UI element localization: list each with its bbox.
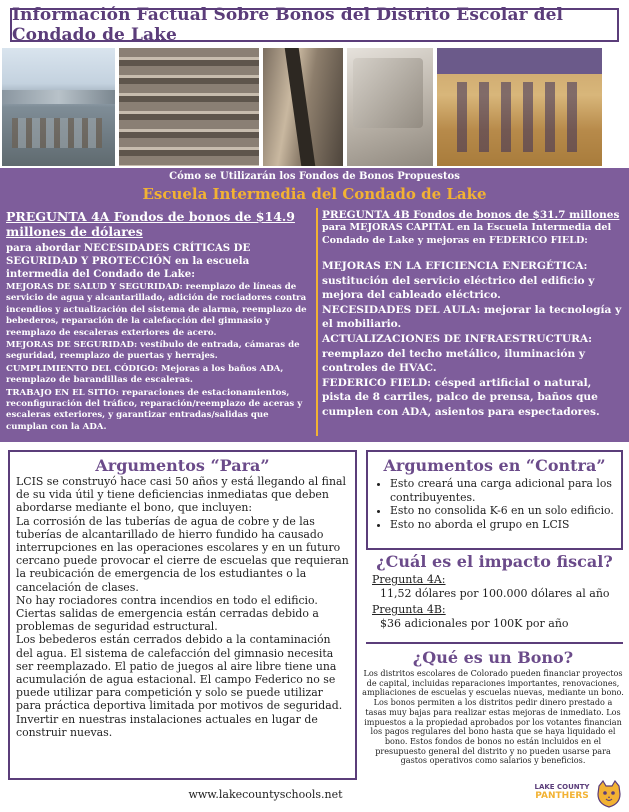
- column-divider: [316, 208, 318, 436]
- photo-gym-students: [437, 48, 602, 166]
- list-item: • Esto creará una carga adicional para los contribuyentes.: [390, 477, 615, 504]
- photo-pipe-crack: [263, 48, 343, 166]
- arguments-for-box: [8, 450, 357, 780]
- logo-line-1: LAKE COUNTY: [534, 783, 590, 791]
- question-4b-item: ACTUALIZACIONES DE INFRAESTRUCTURA: reemplazo del techo metálico, iluminación y controles de HVAC.: [322, 332, 593, 375]
- what-is-bond-heading: ¿Qué es un Bono?: [412, 648, 574, 667]
- footer: [8, 782, 523, 806]
- arguments-against-heading: Argumentos en “Contra”: [383, 456, 606, 475]
- question-4a-title: PREGUNTA 4A Fondos de bonos de $14.9 millones de dólares: [6, 209, 295, 239]
- arguments-for-paragraph: No hay rociadores contra incendios en todo el edificio.: [16, 593, 318, 607]
- photo-concrete: [347, 48, 433, 166]
- fiscal-impact: [366, 552, 623, 644]
- panther-icon: [596, 780, 622, 808]
- logo-line-2: PANTHERS: [535, 791, 589, 801]
- website-link[interactable]: www.lakecountyschools.net: [188, 787, 343, 801]
- question-4b: [322, 209, 624, 420]
- arguments-against-list: [390, 477, 615, 531]
- arguments-for-paragraph: La corrosión de las tuberías de agua de cobre y de las tuberías de alcantarillado de hierro fundido ha causado interrupciones en las operaciones escolares y en un futuro cercano puede provocar el cierre de escuelas que requieran la reubicación de emergencia de los estudiantes o la cancelación de clases.: [16, 514, 349, 594]
- list-item: • Esto no aborda el grupo en LCIS: [390, 518, 615, 532]
- question-4b-item: NECESIDADES DEL AULA: mejorar la tecnología y el mobiliario.: [322, 303, 622, 331]
- arguments-for-paragraph: LCIS se construyó hace casi 50 años y está llegando al final de su vida útil y tiene deficiencias inmediatas que deben abordarse mediante el bono, que incluyen:: [16, 475, 346, 515]
- logo-text: [530, 783, 594, 801]
- arguments-for-paragraph: Invertir en nuestras instalaciones actuales en lugar de construir nuevas.: [16, 712, 318, 739]
- photo-strip: [0, 48, 629, 166]
- funds-subheading: Cómo se Utilizarán los Fondos de Bonos Propuestos: [169, 171, 460, 182]
- what-is-bond-text: Los distritos escolares de Colorado pueden financiar proyectos de capital, incluidas reparaciones importantes, renovaciones, ampliaciones de escuelas y escuelas nuevas, mediante un bono. Los bonos permiten a los distritos pedir dinero prestado a tasas muy bajas para realizar estas mejoras de inmediato. Los impuestos a la propiedad aprobados por los votantes financian los pagos regulares del bono hasta que se haya liquidado el bono. Estos fondos de bonos no están incluidos en el presupuesto general del distrito y no pueden usarse para gastos operativos como salarios y beneficios.: [362, 668, 624, 766]
- fiscal-impact-heading: ¿Cuál es el impacto fiscal?: [376, 552, 613, 571]
- arguments-for-heading: Argumentos “Para”: [95, 456, 270, 475]
- arguments-for-paragraph: Ciertas salidas de emergencia están cerradas debido a problemas de seguridad estructural.: [16, 607, 319, 634]
- photo-water-treatment: [2, 48, 115, 166]
- arguments-against-box: [366, 450, 623, 550]
- question-4a-item: MEJORAS DE SALUD Y SEGURIDAD: reemplazo de líneas de servicio de agua y alcantarillado, adición de rociadores contra incendios y actualización del sistema de alarma, reemplazo de bebederos, reparación de la calefacción del gimnasio y reemplazo de escaleras exteriores de acero.: [6, 282, 307, 338]
- question-4a-item: MEJORAS DE SEGURIDAD: vestíbulo de entrada, cámaras de seguridad, reemplazo de puertas y herrajes.: [6, 340, 300, 362]
- funds-section: [0, 168, 629, 442]
- arguments-for-paragraph: Los bebederos están cerrados debido a la contaminación del agua. El sistema de calefacción del gimnasio necesita ser reemplazado. El patio de juegos al aire libre tiene una acumulación de agua estacional. El campo Federico no se puede utilizar para competición y solo se puede utilizar para práctica deportiva limitada por motivos de seguridad.: [16, 633, 343, 713]
- page-title: Información Factual Sobre Bonos del Distrito Escolar del Condado de Lake: [12, 5, 564, 45]
- question-4a-item: CUMPLIMIENTO DEL CÓDIGO: Mejoras a los baños ADA, reemplazo de barandillas de escaleras.: [6, 363, 284, 386]
- what-is-bond: [362, 648, 624, 778]
- question-4a-intro: para abordar NECESIDADES CRÍTICAS DE SEGURIDAD Y PROTECCIÓN en la escuela intermedia del Condado de Lake:: [6, 242, 251, 280]
- fiscal-4b-label: Pregunta 4B:: [372, 603, 446, 616]
- panthers-logo: [530, 780, 622, 808]
- fiscal-4b-value: $36 adicionales por 100K por año: [380, 617, 569, 630]
- list-item: • Esto no consolida K-6 en un solo edificio.: [390, 504, 615, 518]
- title-bar: [10, 5, 619, 45]
- fiscal-4a-value: 11,52 dólares por 100.000 dólares al año: [380, 587, 610, 600]
- funds-heading: Escuela Intermedia del Condado de Lake: [142, 185, 487, 203]
- question-4b-title: PREGUNTA 4B Fondos de bonos de $31.7 millones: [322, 209, 620, 221]
- fiscal-4a-label: Pregunta 4A:: [372, 573, 446, 586]
- question-4a-item: TRABAJO EN EL SITIO: reparaciones de estacionamientos, reconfiguración del tráfico, reparación/reemplazo de aceras y escaleras exteriores, y garantizar entradas/salidas que cumplan con la ADA.: [6, 387, 303, 432]
- question-4b-item: MEJORAS EN LA EFICIENCIA ENERGÉTICA: sustitución del servicio eléctrico del edificio y mejora del cableado eléctrico.: [322, 260, 595, 302]
- question-4a: [6, 209, 312, 433]
- question-4b-intro: para MEJORAS CAPITAL en la Escuela Intermedia del Condado de Lake y mejoras en FEDERICO FIELD:: [322, 222, 612, 246]
- photo-stairs: [119, 48, 259, 166]
- question-4b-item: FEDERICO FIELD: césped artificial o natural, pista de 8 carriles, palco de prensa, baños que cumplen con ADA, asientos para espectadores.: [322, 376, 600, 418]
- question-4b-body: [322, 259, 624, 420]
